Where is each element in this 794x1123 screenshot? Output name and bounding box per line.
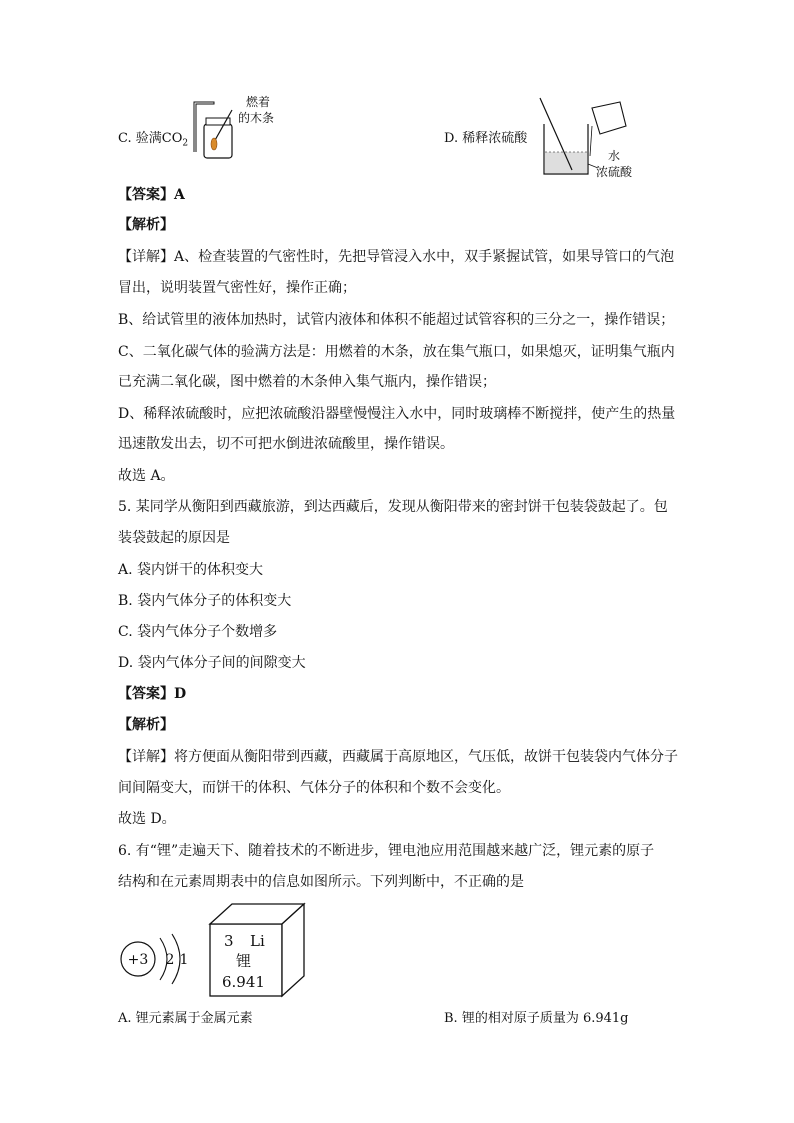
q4-analysis-header: 【解析】 (118, 217, 174, 233)
acid-label: 浓硫酸 (596, 165, 633, 179)
q4-detail-line: 冒出，说明装置气密性好，操作正确； (118, 280, 356, 296)
q5-analysis-header: 【解析】 (118, 717, 174, 733)
q5-option-b: B. 袋内气体分子的体积变大 (118, 593, 292, 609)
q4-detail-line: 迅速散发出去，切不可把水倒进浓硫酸里，操作错误。 (118, 436, 454, 452)
atomic-number: 3 (224, 932, 234, 950)
q4-detail-line: C、二氧化碳气体的验满方法是：用燃着的木条，放在集气瓶口，如果熄灭，证明集气瓶内 (118, 344, 675, 360)
q6-stem-line: 6. 有“锂”走遍天下、随着技术的不断进步，锂电池应用范围越来越广泛，锂元素的原子 (118, 843, 655, 859)
nucleus-charge: +3 (127, 952, 149, 968)
q4-answer: 【答案】A (118, 187, 185, 203)
q6-option-a: A. 锂元素属于金属元素 (118, 1011, 253, 1026)
q5-stem-line: 装袋鼓起的原因是 (118, 530, 230, 546)
q4-choose: 故选 A。 (118, 468, 175, 484)
q4-detail-line: B、给试管里的液体加热时，试管内液体和体积不能超过试管容积的三分之一，操作错误； (118, 312, 675, 328)
gas-jar (204, 124, 232, 158)
option-d-label: D. 稀释浓硫酸 (444, 131, 528, 146)
lithium-atom-diagram (118, 928, 198, 990)
gas-bottle-figure (188, 92, 288, 160)
q4-detail-line: 已充满二氧化碳，图中燃着的木条伸入集气瓶内，操作错误； (118, 374, 496, 390)
q4-detail-line: D、稀释浓硫酸时，应把浓硫酸沿器壁慢慢注入水中，同时玻璃棒不断搅拌，使产生的热量 (118, 406, 676, 422)
q6-option-b: B. 锂的相对原子质量为 6.941g (444, 1011, 629, 1026)
burning-stick (214, 110, 232, 142)
q5-stem-line: 5. 某同学从衡阳到西藏旅游，到达西藏后，发现从衡阳带来的密封饼干包装袋鼓起了。包 (118, 499, 668, 515)
lithium-element-card (208, 902, 306, 1000)
option-c-label (118, 130, 188, 153)
element-name: 锂 (236, 952, 252, 970)
option-c-prefix: C. 验满 (118, 131, 162, 146)
element-symbol: Li (250, 932, 265, 950)
q5-answer: 【答案】D (118, 686, 187, 702)
atomic-mass: 6.941 (222, 973, 265, 991)
option-c-formula-sub: 2 (182, 138, 189, 149)
q5-option-c: C. 袋内气体分子个数增多 (118, 624, 278, 640)
flame-icon (211, 138, 217, 150)
burning-stick-label-2: 的木条 (238, 111, 275, 125)
q6-stem-line: 结构和在元素周期表中的信息如图所示。下列判断中，不正确的是 (118, 874, 524, 890)
shell-1-electrons: 2 (165, 952, 175, 968)
option-c-formula: CO (161, 131, 183, 146)
q5-detail-line: 间间隔变大，而饼干的体积、气体分子的体积和个数不会变化。 (118, 780, 510, 796)
q5-option-a: A. 袋内饼干的体积变大 (118, 562, 264, 578)
q5-choose: 故选 D。 (118, 811, 176, 827)
pouring-beaker (592, 102, 626, 134)
q4-detail-line: 【详解】A、检查装置的气密性时，先把导管浸入水中，双手紧握试管，如果导管口的气泡 (118, 249, 675, 265)
water-label: 水 (608, 149, 621, 163)
q5-option-d: D. 袋内气体分子间的间隙变大 (118, 655, 306, 671)
burning-stick-label-1: 燃着 (246, 95, 271, 109)
dilute-acid-figure (536, 96, 646, 180)
shell-2-electrons: 1 (179, 952, 189, 968)
q5-detail-line: 【详解】将方便面从衡阳带到西藏，西藏属于高原地区，气压低，故饼干包装袋内气体分子 (118, 749, 678, 765)
